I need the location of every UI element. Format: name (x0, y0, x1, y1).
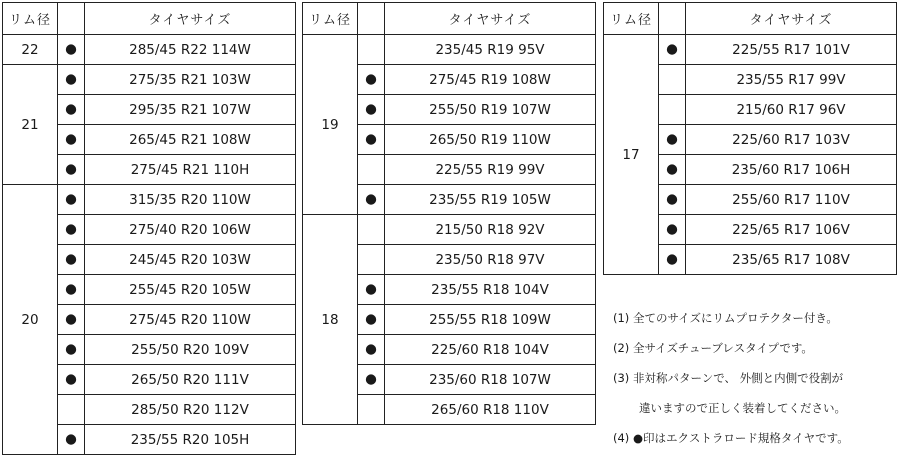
extra-load-mark-cell (358, 335, 385, 365)
mark-header (358, 3, 385, 35)
tire-size-cell: 215/50 R18 92V (385, 215, 596, 245)
rim-diameter-cell: 18 (303, 215, 358, 425)
rim-header: リム径 (3, 3, 58, 35)
header-row (604, 3, 897, 35)
extra-load-dot: ● (666, 220, 678, 237)
extra-load-dot: ● (65, 160, 77, 177)
extra-load-mark-cell (358, 365, 385, 395)
rim-header: リム径 (604, 3, 659, 35)
extra-load-mark-cell (58, 365, 85, 395)
tire-size-cell: 265/60 R18 110V (385, 395, 596, 425)
tire-size-cell: 285/45 R22 114W (85, 35, 296, 65)
extra-load-mark-cell (58, 395, 85, 425)
extra-load-dot: ● (65, 190, 77, 207)
tire-size-cell: 225/65 R17 106V (686, 215, 897, 245)
extra-load-dot: ● (365, 190, 377, 207)
tire-size-cell: 255/55 R18 109W (385, 305, 596, 335)
extra-load-dot: ● (365, 130, 377, 147)
tire-size-cell: 215/60 R17 96V (686, 95, 897, 125)
rim-diameter-cell: 17 (604, 35, 659, 275)
extra-load-dot: ● (65, 220, 77, 237)
header-row (303, 3, 596, 35)
extra-load-dot: ● (65, 340, 77, 357)
extra-load-mark-cell (58, 155, 85, 185)
tire-size-table-2 (302, 2, 596, 425)
extra-load-dot: ● (666, 130, 678, 147)
extra-load-dot: ● (65, 130, 77, 147)
extra-load-mark-cell (58, 95, 85, 125)
extra-load-mark-cell (659, 155, 686, 185)
extra-load-mark-cell (358, 35, 385, 65)
table-row (303, 35, 596, 65)
note-line: (3) 非対称パターンで、 外側と内側で役割が (613, 371, 844, 385)
tire-size-cell: 235/55 R18 104V (385, 275, 596, 305)
extra-load-dot: ● (365, 340, 377, 357)
extra-load-dot: ● (65, 370, 77, 387)
extra-load-dot: ● (666, 40, 678, 57)
tire-size-cell: 225/60 R17 103V (686, 125, 897, 155)
tire-size-cell: 245/45 R20 103W (85, 245, 296, 275)
tire-size-cell: 225/55 R17 101V (686, 35, 897, 65)
extra-load-mark-cell (358, 155, 385, 185)
tire-size-cell: 295/35 R21 107W (85, 95, 296, 125)
tire-size-cell: 235/55 R17 99V (686, 65, 897, 95)
extra-load-mark-cell (58, 185, 85, 215)
table-row (604, 35, 897, 65)
tire-size-cell: 275/45 R20 110W (85, 305, 296, 335)
tire-size-cell: 235/50 R18 97V (385, 245, 596, 275)
extra-load-dot: ● (65, 40, 77, 57)
tire-size-cell: 315/35 R20 110W (85, 185, 296, 215)
extra-load-dot: ● (65, 430, 77, 447)
extra-load-mark-cell (58, 305, 85, 335)
table-row (3, 65, 296, 95)
extra-load-mark-cell (659, 35, 686, 65)
extra-load-dot: ● (65, 100, 77, 117)
extra-load-mark-cell (358, 395, 385, 425)
extra-load-dot: ● (365, 280, 377, 297)
extra-load-mark-cell (58, 335, 85, 365)
tire-size-cell: 235/55 R20 105H (85, 425, 296, 455)
header-row (3, 3, 296, 35)
tire-size-cell: 275/40 R20 106W (85, 215, 296, 245)
extra-load-mark-cell (659, 215, 686, 245)
extra-load-dot: ● (666, 160, 678, 177)
extra-load-mark-cell (58, 215, 85, 245)
extra-load-mark-cell (58, 65, 85, 95)
tire-size-cell: 285/50 R20 112V (85, 395, 296, 425)
extra-load-mark-cell (659, 95, 686, 125)
extra-load-dot: ● (666, 190, 678, 207)
tire-size-cell: 235/45 R19 95V (385, 35, 596, 65)
extra-load-dot: ● (666, 250, 678, 267)
rim-diameter-cell: 21 (3, 65, 58, 185)
tire-size-cell: 265/50 R20 111V (85, 365, 296, 395)
tire-size-cell: 235/65 R17 108V (686, 245, 897, 275)
extra-load-dot: ● (65, 70, 77, 87)
tire-size-table-1 (2, 2, 296, 455)
extra-load-mark-cell (659, 125, 686, 155)
extra-load-mark-cell (58, 425, 85, 455)
size-header: タイヤサイズ (85, 3, 296, 35)
size-header: タイヤサイズ (385, 3, 596, 35)
extra-load-mark-cell (358, 275, 385, 305)
extra-load-mark-cell (358, 215, 385, 245)
tire-size-cell: 235/60 R17 106H (686, 155, 897, 185)
tire-size-cell: 225/55 R19 99V (385, 155, 596, 185)
tire-size-cell: 255/60 R17 110V (686, 185, 897, 215)
table-row (303, 215, 596, 245)
extra-load-mark-cell (358, 125, 385, 155)
extra-load-mark-cell (358, 65, 385, 95)
size-header: タイヤサイズ (686, 3, 897, 35)
table-row (3, 185, 296, 215)
extra-load-dot: ● (365, 370, 377, 387)
tire-size-cell: 255/45 R20 105W (85, 275, 296, 305)
tire-size-cell: 275/45 R21 110H (85, 155, 296, 185)
tire-size-cell: 225/60 R18 104V (385, 335, 596, 365)
note-line: 違いますので正しく装着してください。 (639, 401, 846, 415)
rim-diameter-cell: 20 (3, 185, 58, 455)
extra-load-mark-cell (58, 245, 85, 275)
extra-load-dot: ● (65, 250, 77, 267)
extra-load-dot: ● (65, 310, 77, 327)
table-row (3, 35, 296, 65)
extra-load-mark-cell (58, 35, 85, 65)
tire-size-cell: 255/50 R19 107W (385, 95, 596, 125)
rim-header: リム径 (303, 3, 358, 35)
note-line: (4) ●印はエクストラロード規格タイヤです。 (613, 431, 849, 445)
note-line: (1) 全てのサイズにリムプロテクター付き。 (613, 311, 838, 325)
extra-load-mark-cell (358, 95, 385, 125)
extra-load-mark-cell (358, 245, 385, 275)
tire-size-cell: 235/60 R18 107W (385, 365, 596, 395)
rim-diameter-cell: 19 (303, 35, 358, 215)
tire-size-cell: 255/50 R20 109V (85, 335, 296, 365)
extra-load-dot: ● (365, 310, 377, 327)
tire-size-table-3 (603, 2, 897, 275)
tire-size-cell: 275/35 R21 103W (85, 65, 296, 95)
extra-load-dot: ● (65, 280, 77, 297)
notes (613, 312, 898, 462)
extra-load-mark-cell (58, 275, 85, 305)
mark-header (659, 3, 686, 35)
tire-size-cell: 265/50 R19 110W (385, 125, 596, 155)
extra-load-dot: ● (365, 100, 377, 117)
extra-load-mark-cell (659, 245, 686, 275)
rim-diameter-cell: 22 (3, 35, 58, 65)
extra-load-dot: ● (365, 70, 377, 87)
note-line: (2) 全サイズチューブレスタイプです。 (613, 341, 813, 355)
tire-size-cell: 275/45 R19 108W (385, 65, 596, 95)
extra-load-mark-cell (659, 65, 686, 95)
mark-header (58, 3, 85, 35)
extra-load-mark-cell (58, 125, 85, 155)
tire-size-cell: 235/55 R19 105W (385, 185, 596, 215)
extra-load-mark-cell (358, 185, 385, 215)
extra-load-mark-cell (358, 305, 385, 335)
tire-size-cell: 265/45 R21 108W (85, 125, 296, 155)
extra-load-mark-cell (659, 185, 686, 215)
